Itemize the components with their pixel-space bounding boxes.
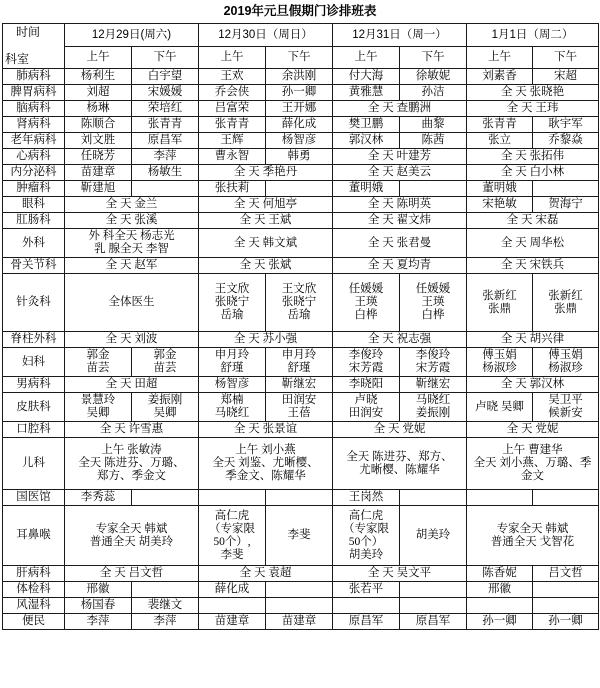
table-row (3, 348, 599, 377)
shift-cell: 卢晓 吴卿 (467, 393, 533, 422)
table-row (3, 133, 599, 149)
shift-cell-empty (400, 582, 467, 598)
shift-cell: 薛化成 (266, 117, 333, 133)
shift-cell: 靳继宏 (266, 377, 333, 393)
shift-cell: 李秀蕊 (65, 490, 132, 506)
shift-cell: 全 天 党妮 (333, 422, 467, 438)
shift-cell: 董明娥 (467, 181, 533, 197)
table-row (3, 274, 599, 332)
shift-cell: 付大海 (333, 69, 400, 85)
shift-cell: 傅玉娟 杨淑珍 (533, 348, 599, 377)
shift-cell: 徐敏妮 (400, 69, 467, 85)
shift-cell-empty (266, 490, 333, 506)
department-label: 眼科 (3, 197, 65, 213)
shift-cell: 任晓芳 (65, 149, 132, 165)
shift-cell: 全 天 何旭亭 (199, 197, 333, 213)
shift-cell: 马晓红 姜振刚 (400, 393, 467, 422)
shift-cell-empty (467, 490, 533, 506)
shift-cell: 全 天 夏均青 (333, 258, 467, 274)
shift-cell-empty (400, 490, 467, 506)
shift-cell: 田润安 王蓓 (266, 393, 333, 422)
shift-cell: 全天 陈进芬、郑方、 尤晰樱、陈耀华 (333, 438, 467, 490)
shift-cell: 申月玲 舒瑾 (199, 348, 266, 377)
department-label: 肿瘤科 (3, 181, 65, 197)
shift-cell-empty (400, 598, 467, 614)
shift-cell: 李俊玲 宋芳霞 (333, 348, 400, 377)
department-label: 妇科 (3, 348, 65, 377)
table-row (3, 614, 599, 630)
shift-cell: 杨国春 (65, 598, 132, 614)
shift-cell: 曲黎 (400, 117, 467, 133)
shift-cell: 李萍 (65, 614, 132, 630)
table-row (3, 332, 599, 348)
shift-cell-empty (533, 582, 599, 598)
shift-cell: 薛化成 (199, 582, 266, 598)
department-label: 骨关节科 (3, 258, 65, 274)
shift-cell: 曹永智 (199, 149, 266, 165)
shift-cell: 原昌军 (400, 614, 467, 630)
table-row (3, 101, 599, 117)
shift-cell: 王文欣 张晓宁 岳瑜 (199, 274, 266, 332)
shift-cell: 陈茜 (400, 133, 467, 149)
shift-cell: 傅玉娟 杨淑珍 (467, 348, 533, 377)
shift-cell: 李俊玲 宋芳霞 (400, 348, 467, 377)
shift-cell: 全 天 叶建芳 (333, 149, 467, 165)
table-row (3, 393, 599, 422)
header-morning-2: 上午 (199, 47, 266, 69)
shift-cell-empty (132, 490, 199, 506)
department-label: 耳鼻喉 (3, 506, 65, 566)
department-label: 皮肤科 (3, 393, 65, 422)
header-morning-3: 上午 (333, 47, 400, 69)
header-date-1: 12月29日(周六) (65, 24, 199, 47)
schedule-table (2, 23, 599, 630)
department-label: 肛肠科 (3, 213, 65, 229)
shift-cell: 陈顺合 (65, 117, 132, 133)
shift-cell: 刘文胜 (65, 133, 132, 149)
shift-cell: 全 天 郭汉林 (467, 377, 599, 393)
shift-cell: 任媛媛 王瑛 白桦 (333, 274, 400, 332)
shift-cell: 张青青 (199, 117, 266, 133)
shift-cell: 黄雅慧 (333, 85, 400, 101)
table-row (3, 213, 599, 229)
shift-cell: 全 天 祝志强 (333, 332, 467, 348)
department-label: 体检科 (3, 582, 65, 598)
shift-cell: 全 天 翟文炜 (333, 213, 467, 229)
shift-cell-empty (266, 582, 333, 598)
shift-cell: 白宇望 (132, 69, 199, 85)
shift-cell: 韩勇 (266, 149, 333, 165)
table-row (3, 229, 599, 258)
shift-cell: 全 天 宋铁兵 (467, 258, 599, 274)
table-row (3, 181, 599, 197)
shift-cell: 邢徽 (467, 582, 533, 598)
header-corner-time: 时间 (16, 25, 41, 39)
shift-cell: 刘素香 (467, 69, 533, 85)
department-label: 内分泌科 (3, 165, 65, 181)
shift-cell: 张新红 张鼎 (533, 274, 599, 332)
shift-cell: 全 天 王玮 (467, 101, 599, 117)
department-label: 口腔科 (3, 422, 65, 438)
shift-cell-empty (400, 181, 467, 197)
shift-cell: 全 天 周华松 (467, 229, 599, 258)
department-label: 肝病科 (3, 566, 65, 582)
shift-cell: 李晓阳 (333, 377, 400, 393)
shift-cell: 李萍 (132, 614, 199, 630)
shift-cell: 全 天 许雪惠 (65, 422, 199, 438)
shift-cell: 王文欣 张晓宁 岳瑜 (266, 274, 333, 332)
shift-cell: 郭金 苗芸 (65, 348, 132, 377)
shift-cell: 张青青 (467, 117, 533, 133)
table-row (3, 490, 599, 506)
header-row-ampm (3, 47, 599, 69)
shift-cell: 张青青 (132, 117, 199, 133)
shift-cell: 上午 张敏涛 全天 陈进芬、万璐、 郑方、季金文 (65, 438, 199, 490)
shift-cell: 全 天 袁超 (199, 566, 333, 582)
shift-cell-empty (266, 598, 333, 614)
department-label: 脾胃病科 (3, 85, 65, 101)
shift-cell: 高仁虎 （专家限 50个）, 李斐 (199, 506, 266, 566)
shift-cell: 宋艳敏 (467, 197, 533, 213)
shift-cell: 景慧玲 吴卿 (65, 393, 132, 422)
shift-cell: 吕文哲 (533, 566, 599, 582)
shift-cell: 外 科全天 杨志光 乳 腺全天 李智 (65, 229, 199, 258)
shift-cell: 宋媛媛 (132, 85, 199, 101)
table-row (3, 197, 599, 213)
shift-cell: 杨智彦 (266, 133, 333, 149)
department-label: 便民 (3, 614, 65, 630)
shift-cell: 全 天 党妮 (467, 422, 599, 438)
table-header (3, 24, 599, 69)
shift-cell: 全 天 赵美云 (333, 165, 467, 181)
shift-cell-empty (132, 181, 199, 197)
shift-cell: 王岗然 (333, 490, 400, 506)
header-date-4: 1月1日（周二） (467, 24, 599, 47)
shift-cell: 陈香妮 (467, 566, 533, 582)
table-row (3, 117, 599, 133)
shift-cell: 原昌军 (132, 133, 199, 149)
shift-cell: 全 天 张拓伟 (467, 149, 599, 165)
department-label: 老年病科 (3, 133, 65, 149)
shift-cell: 张立 (467, 133, 533, 149)
header-corner-dept: 科室 (5, 52, 30, 66)
shift-cell-empty (467, 598, 533, 614)
shift-cell: 全 天 田超 (65, 377, 199, 393)
shift-cell-empty (199, 490, 266, 506)
table-row (3, 149, 599, 165)
shift-cell: 申月玲 舒瑾 (266, 348, 333, 377)
shift-cell: 苗建章 (266, 614, 333, 630)
shift-cell: 乔黎焱 (533, 133, 599, 149)
department-label: 男病科 (3, 377, 65, 393)
shift-cell: 靳继宏 (400, 377, 467, 393)
page-title: 2019年元旦假期门诊排班表 (223, 4, 377, 18)
department-label: 针灸科 (3, 274, 65, 332)
shift-cell-empty (333, 598, 400, 614)
shift-cell: 专家全天 韩斌 普通全天 戈智花 (467, 506, 599, 566)
shift-cell: 任媛媛 王瑛 白桦 (400, 274, 467, 332)
header-afternoon-3: 下午 (400, 47, 467, 69)
shift-cell-empty (199, 598, 266, 614)
header-morning-4: 上午 (467, 47, 533, 69)
shift-cell: 姜振刚 吴卿 (132, 393, 199, 422)
department-label: 国医馆 (3, 490, 65, 506)
table-row (3, 69, 599, 85)
header-morning-1: 上午 (65, 47, 132, 69)
shift-cell: 李萍 (132, 149, 199, 165)
shift-cell: 杨利生 (65, 69, 132, 85)
shift-cell: 荣培红 (132, 101, 199, 117)
shift-cell: 全 天 金兰 (65, 197, 199, 213)
shift-cell: 郑楠 马晓红 (199, 393, 266, 422)
shift-cell: 全 天 张斌 (199, 258, 333, 274)
shift-cell: 全 天 赵军 (65, 258, 199, 274)
shift-cell: 郭汉林 (333, 133, 400, 149)
shift-cell: 专家全天 韩斌 普通全天 胡美玲 (65, 506, 199, 566)
shift-cell: 上午 刘小燕 全天 刘鉴、尤晰樱、 季金文、陈耀华 (199, 438, 333, 490)
table-body (3, 69, 599, 630)
header-row-dates (3, 24, 599, 47)
shift-cell: 全 天 季艳丹 (199, 165, 333, 181)
shift-cell: 苗建章 (199, 614, 266, 630)
shift-cell: 吕富荣 (199, 101, 266, 117)
shift-cell: 宋超 (533, 69, 599, 85)
department-label: 儿科 (3, 438, 65, 490)
shift-cell: 王辉 (199, 133, 266, 149)
shift-cell: 余洪刚 (266, 69, 333, 85)
shift-cell: 全 天 张君曼 (333, 229, 467, 258)
shift-cell-empty (533, 598, 599, 614)
shift-cell: 全 天 胡兴律 (467, 332, 599, 348)
shift-cell: 原昌军 (333, 614, 400, 630)
table-row (3, 566, 599, 582)
department-label: 脑病科 (3, 101, 65, 117)
shift-cell: 杨智彦 (199, 377, 266, 393)
header-afternoon-2: 下午 (266, 47, 333, 69)
shift-cell: 邢徽 (65, 582, 132, 598)
shift-cell: 张新红 张鼎 (467, 274, 533, 332)
shift-cell: 杨琳 (65, 101, 132, 117)
shift-cell: 全 天 白小林 (467, 165, 599, 181)
table-row (3, 165, 599, 181)
table-row (3, 582, 599, 598)
shift-cell: 王欢 (199, 69, 266, 85)
shift-cell: 吴卫平 候新安 (533, 393, 599, 422)
shift-cell: 全 天 张景谊 (199, 422, 333, 438)
shift-cell: 全 天 宋磊 (467, 213, 599, 229)
shift-cell: 全 天 张溪 (65, 213, 199, 229)
shift-cell: 全 天 刘波 (65, 332, 199, 348)
shift-cell: 全 天 吴文平 (333, 566, 467, 582)
shift-cell: 王开娜 (266, 101, 333, 117)
header-afternoon-1: 下午 (132, 47, 199, 69)
department-label: 肾病科 (3, 117, 65, 133)
table-row (3, 85, 599, 101)
shift-cell: 郭金 苗芸 (132, 348, 199, 377)
shift-cell: 张扶莉 (199, 181, 266, 197)
department-label: 心病科 (3, 149, 65, 165)
shift-cell: 张若平 (333, 582, 400, 598)
shift-cell: 靳建旭 (65, 181, 132, 197)
shift-cell: 全体医生 (65, 274, 199, 332)
shift-cell: 全 天 查鹏洲 (333, 101, 467, 117)
shift-cell-empty (533, 490, 599, 506)
shift-cell: 杨敏生 (132, 165, 199, 181)
header-date-3: 12月31日（周一） (333, 24, 467, 47)
shift-cell: 李斐 (266, 506, 333, 566)
shift-cell-empty (132, 582, 199, 598)
department-label: 脊柱外科 (3, 332, 65, 348)
table-row (3, 598, 599, 614)
shift-cell: 乔会侠 (199, 85, 266, 101)
shift-cell: 全 天 韩文斌 (199, 229, 333, 258)
shift-cell: 苗建章 (65, 165, 132, 181)
shift-cell: 孙一卿 (266, 85, 333, 101)
shift-cell: 刘超 (65, 85, 132, 101)
shift-cell-empty (266, 181, 333, 197)
header-date-2: 12月30日（周日） (199, 24, 333, 47)
shift-cell: 卢晓 田润安 (333, 393, 400, 422)
shift-cell: 贺海宁 (533, 197, 599, 213)
table-row (3, 438, 599, 490)
table-row (3, 422, 599, 438)
table-row (3, 377, 599, 393)
shift-cell: 上午 曹建华 全天 刘小燕、万璐、季 金文 (467, 438, 599, 490)
department-label: 肺病科 (3, 69, 65, 85)
shift-cell: 全 天 吕文哲 (65, 566, 199, 582)
header-corner (3, 24, 65, 69)
shift-cell: 胡美玲 (400, 506, 467, 566)
department-label: 外科 (3, 229, 65, 258)
shift-cell: 孙一卿 (533, 614, 599, 630)
shift-cell: 全 天 苏小强 (199, 332, 333, 348)
header-afternoon-4: 下午 (533, 47, 599, 69)
shift-cell: 耿宇军 (533, 117, 599, 133)
shift-cell-empty (533, 181, 599, 197)
shift-cell: 董明娥 (333, 181, 400, 197)
shift-cell: 高仁虎 （专家限 50个） 胡美玲 (333, 506, 400, 566)
department-label: 风湿科 (3, 598, 65, 614)
shift-cell: 全 天 陈明英 (333, 197, 467, 213)
shift-cell: 裴继文 (132, 598, 199, 614)
table-row (3, 506, 599, 566)
table-row (3, 258, 599, 274)
shift-cell: 孙一卿 (467, 614, 533, 630)
shift-cell: 全 天 张晓艳 (467, 85, 599, 101)
shift-cell: 樊卫鹏 (333, 117, 400, 133)
shift-cell: 孙洁 (400, 85, 467, 101)
shift-cell: 全 天 王斌 (199, 213, 333, 229)
